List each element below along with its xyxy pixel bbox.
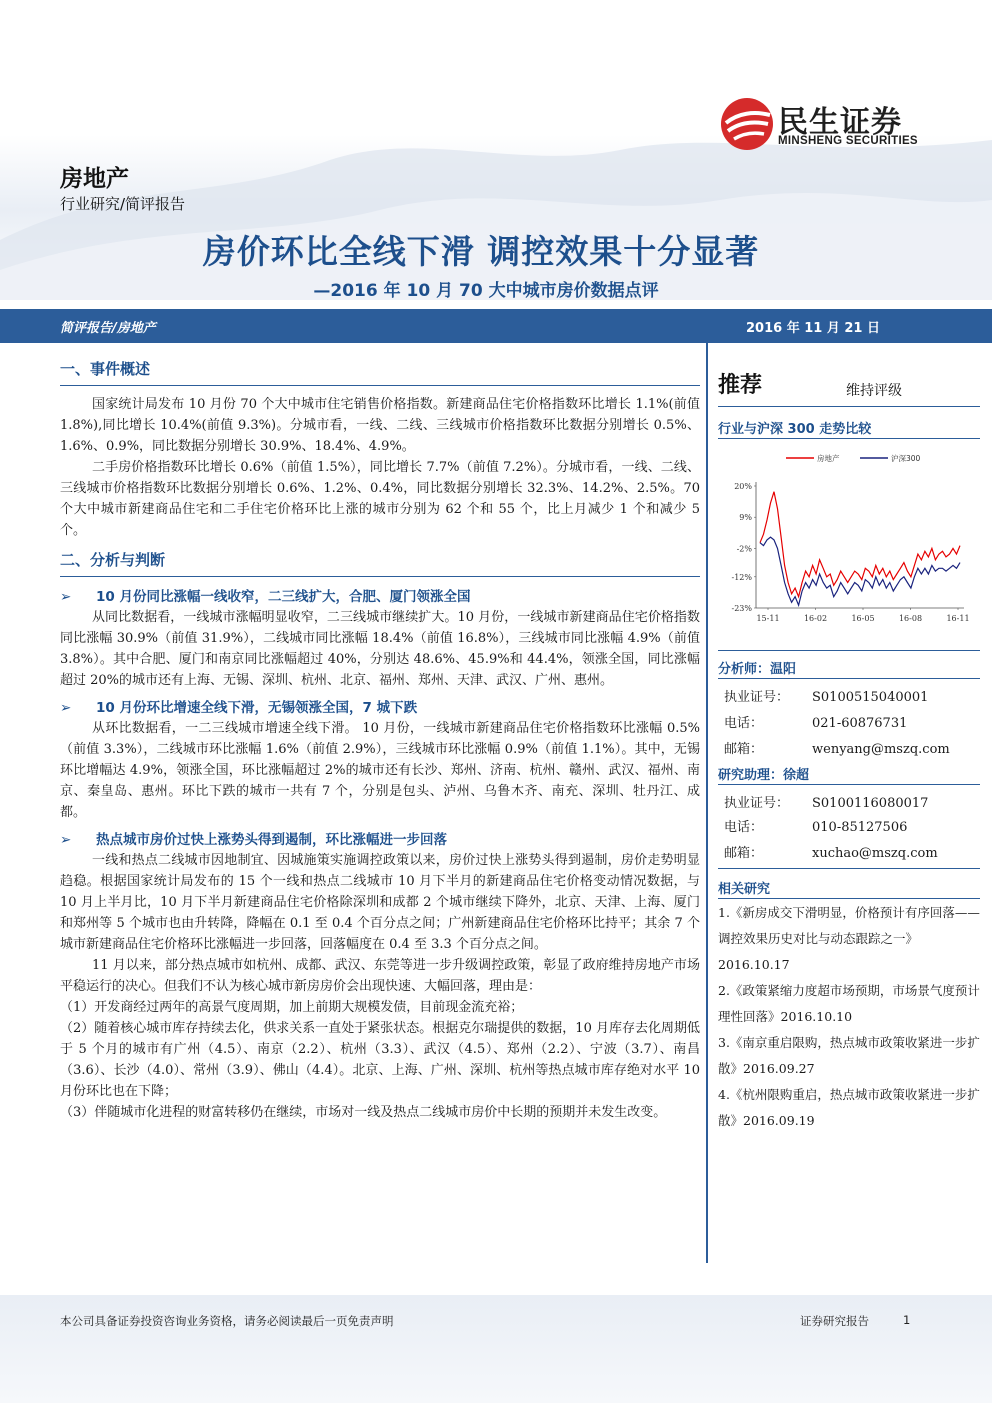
x-tick-label: 16-05: [851, 614, 875, 623]
reason-item: （2）随着核心城市库存持续去化，供求关系一直处于紧张状态。根据克尔瑞提供的数据，10 月库存去化周期低于 5 个月的城市有广州（4.5）、南京（2.2）、杭州（3.3）、武汉（4.5）、郑州（2.2）、宁波（3.7）、南昌（3.6）、长沙（4.0）、常州（3.9）、佛山（4.4）。北京、上海、广州、深圳、杭州等热点城市库存绝对水平 10 月份环比也在下降；: [60, 1021, 700, 1099]
logo-text-en: MINSHENG SECURITIES: [778, 135, 918, 147]
arrow-bullet-icon: ➢: [60, 589, 72, 605]
report-title: 房价环比全线下滑 调控效果十分显著: [202, 232, 760, 271]
sidebar-divider: [718, 784, 980, 785]
related-item[interactable]: 1.《新房成交下滑明显，价格预计有序回落——调控效果历史对比与动态跟踪之一》2016.10.17: [718, 905, 980, 972]
x-tick-label: 16-02: [803, 614, 828, 623]
legend-label: 房地产: [817, 454, 840, 463]
bullet-heading: [60, 696, 700, 718]
y-tick-label: -2%: [736, 544, 752, 554]
analyst-phone: 电话： 021-60876731: [724, 716, 908, 731]
footer-disclaimer: 本公司具备证券投资咨询业务资格，请务必阅读最后一页免责声明: [60, 1314, 394, 1328]
y-tick-label: 20%: [734, 482, 752, 491]
related-item[interactable]: 4.《杭州限购重启，热点城市政策收紧进一步扩散》2016.09.19: [718, 1087, 980, 1128]
sidebar-divider: [718, 678, 980, 679]
assistant-email[interactable]: 邮箱： xuchao@mszq.com: [724, 846, 938, 861]
footer: [0, 1295, 992, 1403]
legend-label: 沪深300: [891, 454, 921, 463]
assistant-phone: 电话： 010-85127506: [724, 820, 908, 835]
bullet-heading: [60, 585, 700, 607]
trend-chart: [718, 444, 980, 634]
section-divider: [60, 385, 700, 386]
bullet-text: 10 月份同比涨幅一线收窄，二三线扩大，合肥、厦门领涨全国: [96, 589, 471, 605]
sidebar-divider: [718, 650, 980, 651]
x-tick-label: 16-08: [898, 614, 923, 623]
sector-label: 房地产: [60, 166, 129, 192]
banner-report-type: 简评报告/房地产: [60, 321, 156, 336]
sidebar-divider: [718, 406, 980, 407]
related-heading: 相关研究: [718, 882, 771, 897]
analyst-license: 执业证号： S0100515040001: [724, 690, 929, 705]
report-banner: [0, 309, 992, 343]
paragraph: 从环比数据看，一二三线城市增速全线下滑。 10 月份，一线城市新建商品住宅价格指数环比涨幅 0.5%（前值 3.3%），二线城市环比涨幅 1.6%（前值 2.9%），三线城市环比涨幅 0.9%（前值 1.1%）。其中，无锡环比增幅达 4.9%，领涨全国，环比涨幅超过 2%的城市还有长沙、郑州、济南、杭州、赣州、武汉、福州、南京、秦皇岛、惠州。环比下跌的城市一共有 7 个，分别是包头、泸州、乌鲁木齐、南充、深圳、牡丹江、成都。: [60, 721, 700, 820]
reason-item: （1）开发商经过两年的高景气度周期，加上前期大规模发债，目前现金流充裕；: [60, 1000, 524, 1015]
series-line-real-estate: [760, 492, 960, 597]
logo-mark-icon: [720, 97, 774, 151]
assistant-license: 执业证号： S0100116080017: [724, 796, 929, 811]
arrow-bullet-icon: ➢: [60, 700, 72, 716]
y-tick-label: -12%: [731, 572, 752, 582]
assistant-heading: 研究助理：徐超: [718, 768, 810, 783]
main-content: [60, 358, 700, 1123]
footer-report-type: 证券研究报告: [800, 1314, 869, 1328]
sidebar-divider: [718, 868, 980, 869]
y-tick-label: 9%: [739, 513, 752, 523]
y-tick-label: -23%: [731, 604, 752, 613]
page-number: 1: [903, 1313, 911, 1327]
paragraph: 国家统计局发布 10 月份 70 个大中城市住宅销售价格指数。新建商品住宅价格指数环比增长 1.1%(前值 1.8%),同比增长 10.4%(前值 9.3%)。分城市看，一线、二线、三线城市价格指数环比数据分别增长 0.5%、1.6%、0.9%，同比数据分别增长 30.9%、18.4%、4.9%。: [60, 397, 700, 454]
section-heading-overview: 一、事件概述: [60, 360, 151, 378]
report-subtitle: —2016 年 10 月 70 大中城市房价数据点评: [313, 281, 659, 301]
banner-date: 2016 年 11 月 21 日: [746, 321, 880, 336]
paragraph: 二手房价格指数环比增长 0.6%（前值 1.5%），同比增长 7.7%（前值 7.2%）。分城市看，一线、二线、三线城市价格指数环比数据分别增长 0.6%、1.2%、0.4%，同比数据分别增长 32.3%、14.2%、2.5%。70 个大中城市新建商品住宅和二手住宅价格环比上涨的城市分别为 62 个和 55 个，比上月减少 1 个和减少 5 个。: [60, 460, 700, 538]
paragraph: 11 月以来，部分热点城市如杭州、成都、武汉、东莞等进一步升级调控政策，彰显了政府维持房地产市场平稳运行的决心。但我们不认为核心城市新房房价会出现快速、大幅回落，理由是：: [60, 958, 700, 994]
bullet-heading: [60, 828, 700, 850]
sidebar-divider: [718, 438, 980, 439]
arrow-bullet-icon: ➢: [60, 832, 72, 848]
reason-item: （3）伴随城市化进程的财富转移仍在继续，市场对一线及热点二线城市房价中长期的预期并未发生改变。: [60, 1105, 667, 1120]
rating-note: 维持评级: [846, 383, 902, 399]
related-list: [718, 900, 980, 1134]
bullet-text: 热点城市房价过快上涨势头得到遏制，环比涨幅进一步回落: [96, 832, 447, 848]
series-line-csi300: [760, 537, 960, 605]
logo-text-cn: 民生证券: [778, 106, 902, 139]
related-item[interactable]: 3.《南京重启限购，热点城市政策收紧进一步扩散》2016.09.27: [718, 1035, 980, 1076]
report-category: 行业研究/简评报告: [60, 195, 186, 213]
bullet-text: 10 月份环比增速全线下滑，无锡领涨全国，7 城下跌: [96, 700, 418, 716]
analyst-heading: 分析师：温阳: [718, 662, 797, 677]
company-logo: [720, 95, 950, 155]
related-item[interactable]: 2.《政策紧缩力度超市场预期，市场景气度预计理性回落》2016.10.10: [718, 983, 980, 1024]
paragraph: 一线和热点二线城市因地制宜、因城施策实施调控政策以来，房价过快上涨势头得到遏制，房价走势明显趋稳。根据国家统计局发布的 15 个一线和热点二线城市 10 月下半月的新建商品住宅价格变动情况数据，与 10 月上半月比，10 月下半月新建商品住宅价格除深圳和成都 2 个城市继续下降外，北京、天津、上海、厦门和郑州等 5 个城市也由升转降，降幅在 0.1 至 0.4 个百分点之间；广州新建商品住宅价格环比持平；其余 7 个城市新建商品住宅价格环比涨幅进一步回落，回落幅度在 0.4 至 3.3 个百分点之间。: [60, 853, 700, 952]
sidebar-divider: [718, 898, 980, 899]
analyst-email[interactable]: 邮箱： wenyang@mszq.com: [724, 742, 950, 757]
section-divider: [60, 576, 700, 577]
x-tick-label: 15-11: [756, 614, 780, 623]
column-divider: [706, 343, 708, 1263]
rating: 推荐: [718, 373, 763, 398]
chart-heading: 行业与沪深 300 走势比较: [718, 422, 872, 437]
x-tick-label: 16-11: [946, 614, 970, 623]
paragraph: 从同比数据看，一线城市涨幅明显收窄，二三线城市继续扩大。10 月份，一线城市新建商品住宅价格指数同比涨幅 30.9%（前值 31.9%），二线城市同比涨幅 18.4%（前值 16.8%），三线城市同比涨幅 4.9%（前值 3.8%）。其中合肥、厦门和南京同比涨幅超过 40%，分别达 48.6%、45.9%和 44.4%，领涨全国，同比涨幅超过 20%的城市还有上海、无锡、深圳、杭州、北京、福州、郑州、天津、武汉、广州、惠州。: [60, 610, 700, 688]
section-heading-analysis: 二、分析与判断: [60, 551, 166, 569]
